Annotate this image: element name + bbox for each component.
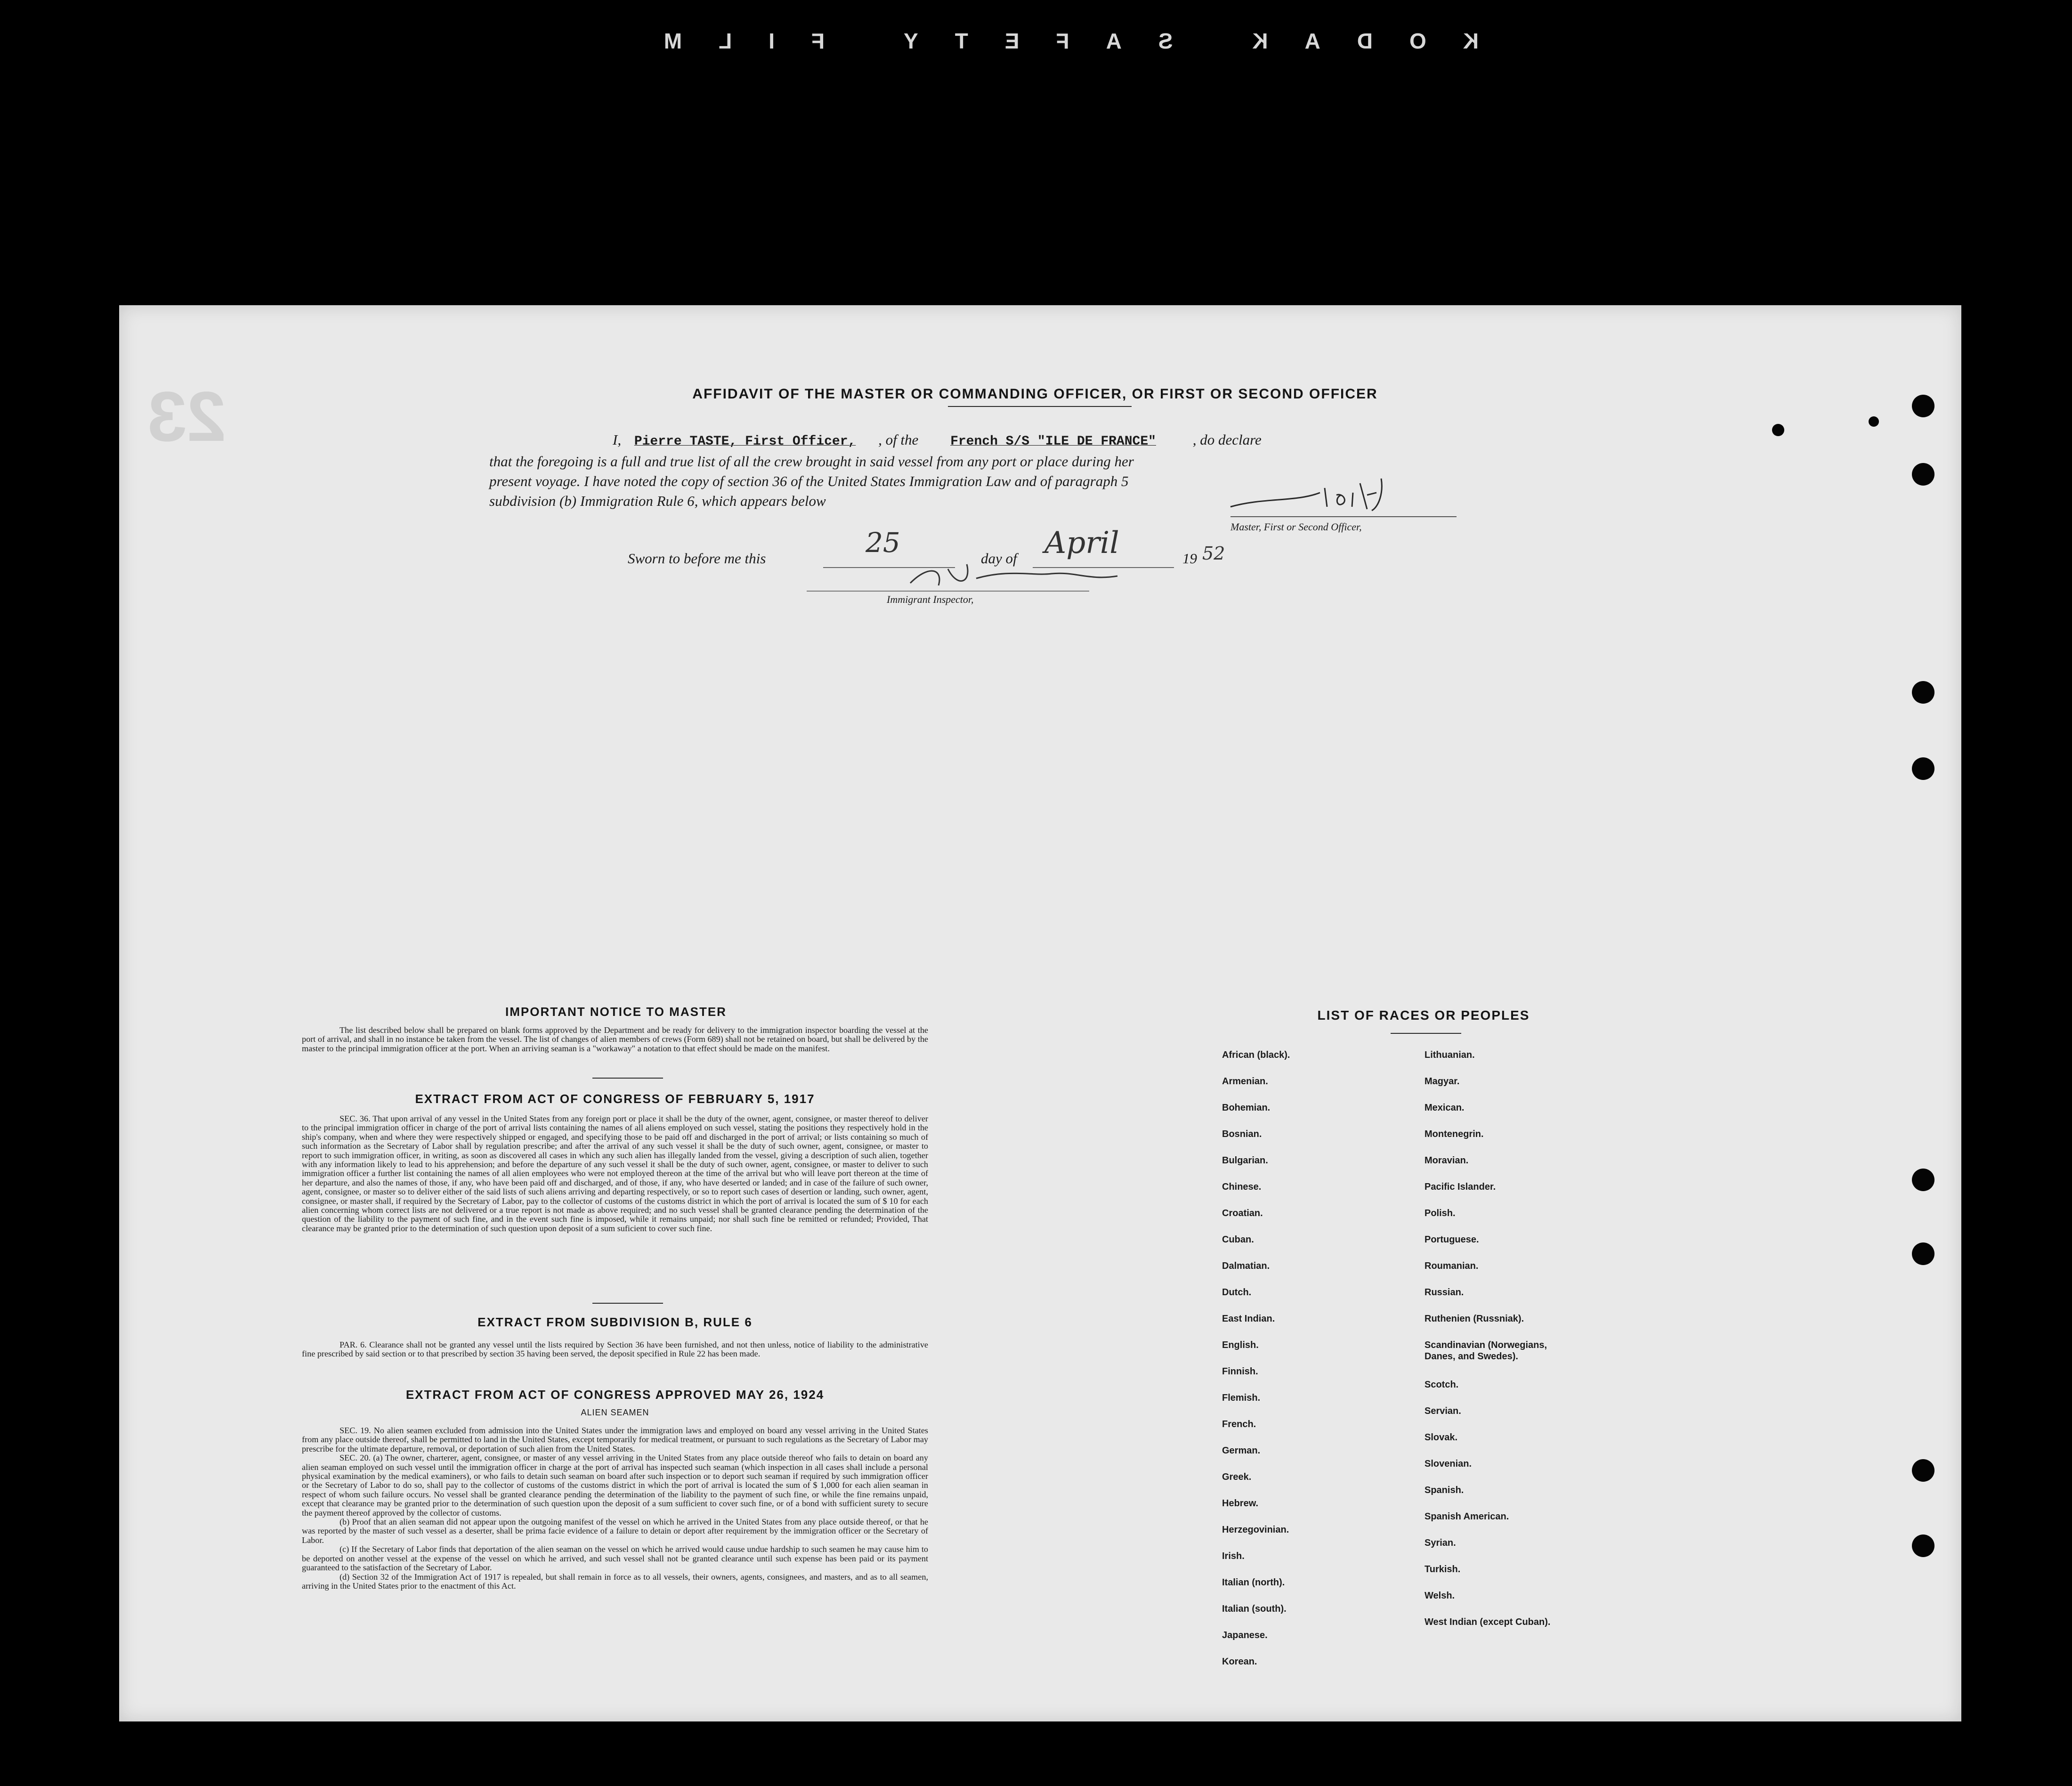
officer-signature: [1226, 474, 1452, 521]
notice-rule: [592, 1078, 663, 1079]
punch-hole: [1912, 1534, 1934, 1557]
extract1-rule: [592, 1303, 663, 1304]
officer-label: Master, First or Second Officer,: [1230, 521, 1362, 533]
affidavit-i: I,: [613, 431, 622, 448]
film-edge-marking: KODAK SAFETY FILM: [627, 29, 1479, 53]
race-item: Dalmatian.: [1222, 1261, 1270, 1271]
extract3-paragraph: SEC. 20. (a) The owner, charterer, agent, consignee, or master of any vessel arriving in the United States from any place outside thereof who fails to detain on board any alien seaman employed on such vessel until the immigration officer in charge at the port of arrival has inspected such seaman (which inspection in all cases shall include a personal physical examination by the medical examiners), or who fails to detain such seaman on board after such inspection or to deport such seaman if required by such immigration officer or the Secretary of Labor to do so, shall pay to the collector of customs of the customs district in which the port of arrival is located the sum of $ 1,000 for each alien seaman in respect of whom such failure occurs. No vessel shall be granted clearance pending the determination of the liability to the payment of such fine, or while the fine remains unpaid, except that clearance may be granted prior to the determination of such question upon the deposit of a sum sufficient to cover such fine, or of a bond with sufficient surety to secure the payment thereof approved by the collector of customs.: [302, 1453, 928, 1518]
inspector-line: [807, 591, 1089, 592]
race-item: Korean.: [1222, 1656, 1257, 1667]
race-item: Pacific Islander.: [1424, 1182, 1496, 1192]
race-item: Bosnian.: [1222, 1129, 1262, 1139]
races-heading: LIST OF RACES OR PEOPLES: [1317, 1008, 1530, 1023]
extract3-heading: EXTRACT FROM ACT OF CONGRESS APPROVED MAY 26, 1924: [405, 1388, 825, 1402]
inspector-label: Immigrant Inspector,: [887, 593, 974, 605]
race-item: African (black).: [1222, 1050, 1290, 1060]
race-item: Dutch.: [1222, 1287, 1252, 1298]
race-item: Moravian.: [1424, 1155, 1469, 1166]
extract2-text: [302, 1340, 928, 1359]
extract3-subheading: ALIEN SEAMEN: [581, 1408, 649, 1417]
year-label: 19: [1182, 550, 1197, 567]
race-item: Finnish.: [1222, 1366, 1258, 1377]
extract3-paragraph: (b) Proof that an alien seaman did not appear upon the outgoing manifest of the vessel on which he arrived in the United States from any place outside thereof, or that he was reported by the master of such vessel as a deserter, shall be prima facie evidence of a failure to detain or deport after requirement by the immigration officer or the Secretary of Labor.: [302, 1517, 928, 1545]
day-of-label: day of: [981, 550, 1017, 567]
race-item: Portuguese.: [1424, 1234, 1479, 1245]
race-item: Greek.: [1222, 1472, 1252, 1482]
punch-hole: [1912, 757, 1934, 780]
page-number: 23: [147, 377, 226, 456]
punch-hole: [1912, 395, 1934, 417]
extract3-paragraph: (d) Section 32 of the Immigration Act of 1917 is repealed, but shall remain in force as to all vessels, their owners, agents, consignees, and masters, and as to all seamen, arriving in the United States prior to the enactment of this Act.: [302, 1572, 928, 1591]
notice-heading: IMPORTANT NOTICE TO MASTER: [505, 1005, 727, 1019]
race-item: Chinese.: [1222, 1182, 1262, 1192]
race-item: West Indian (except Cuban).: [1424, 1617, 1551, 1627]
extract2-heading: EXTRACT FROM SUBDIVISION B, RULE 6: [478, 1315, 753, 1329]
sworn-label: Sworn to before me this: [628, 550, 766, 567]
punch-hole: [1772, 424, 1784, 436]
title-rule: [948, 406, 1132, 407]
punch-hole: [1912, 1242, 1934, 1265]
race-item: Hebrew.: [1222, 1498, 1259, 1509]
sworn-day: 25: [866, 527, 900, 559]
race-item: Japanese.: [1222, 1630, 1268, 1640]
race-item: East Indian.: [1222, 1314, 1275, 1324]
affidavit-line: that the foregoing is a full and true list of all the crew brought in said vessel from any port or place during her: [489, 453, 1134, 470]
extract3-paragraph: (c) If the Secretary of Labor finds that deportation of the alien seaman on the vessel on which he arrived would cause undue hardship to such seamen he may cause him to be deported on another vessel at the expense of the vessel on which he arrived, and such vessel shall not be granted clearance until such expense has been paid or its payment guaranteed to the satisfaction of the Secretary of Labor.: [302, 1544, 928, 1573]
races-rule: [1391, 1033, 1461, 1034]
race-item: Slovenian.: [1424, 1459, 1472, 1469]
race-item: Herzegovinian.: [1222, 1525, 1289, 1535]
race-item: Spanish.: [1424, 1485, 1464, 1495]
declare-label: , do declare: [1192, 431, 1262, 448]
officer-name: Pierre TASTE, First Officer,: [634, 434, 856, 449]
punch-hole: [1869, 416, 1879, 427]
race-item: Slovak.: [1424, 1432, 1458, 1443]
races-right-column: [1424, 1049, 1603, 1643]
extract1-heading: EXTRACT FROM ACT OF CONGRESS OF FEBRUARY 5, 1917: [415, 1092, 815, 1106]
race-item: Turkish.: [1424, 1564, 1461, 1575]
sworn-month: April: [1044, 526, 1119, 560]
race-item: Ruthenien (Russniak).: [1424, 1314, 1524, 1324]
extract2-paragraph: PAR. 6. Clearance shall not be granted any vessel until the lists required by Section 36 have been furnished, and not then unless, notice of liability to the administrative fine prescribed by said section or to that prescribed by section 35 having been served, the deposit specified in Rule 22 has been made.: [302, 1340, 928, 1359]
punch-hole: [1912, 1459, 1934, 1482]
race-item: Scotch.: [1424, 1380, 1459, 1390]
race-item: Bulgarian.: [1222, 1155, 1268, 1166]
of-the-label: , of the: [878, 431, 919, 448]
punch-hole: [1912, 1169, 1934, 1191]
race-item: Scandinavian (Norwegians, Danes, and Swedes).: [1424, 1340, 1547, 1362]
sworn-year: 52: [1202, 543, 1225, 564]
race-item: German.: [1222, 1445, 1261, 1456]
affidavit-title: AFFIDAVIT OF THE MASTER OR COMMANDING OFFICER, OR FIRST OR SECOND OFFICER: [692, 386, 1378, 402]
race-item: Syrian.: [1424, 1538, 1456, 1548]
race-item: Welsh.: [1424, 1591, 1455, 1601]
race-item: Servian.: [1424, 1406, 1461, 1416]
vessel-name: French S/S "ILE DE FRANCE": [950, 434, 1156, 449]
manifest-page: [119, 305, 1961, 1721]
extract1-text: [302, 1114, 928, 1233]
race-item: Cuban.: [1222, 1234, 1254, 1245]
punch-hole: [1912, 463, 1934, 486]
affidavit-line: subdivision (b) Immigration Rule 6, which appears below: [489, 493, 826, 509]
race-item: Lithuanian.: [1424, 1050, 1475, 1060]
race-item: Italian (north).: [1222, 1577, 1285, 1588]
affidavit-line: present voyage. I have noted the copy of section 36 of the United States Immigration Law and of paragraph 5: [489, 473, 1129, 489]
race-item: Croatian.: [1222, 1208, 1263, 1218]
race-item: English.: [1222, 1340, 1259, 1350]
race-item: Roumanian.: [1424, 1261, 1479, 1271]
race-item: Flemish.: [1222, 1393, 1261, 1403]
race-item: Bohemian.: [1222, 1103, 1271, 1113]
race-item: Mexican.: [1424, 1103, 1465, 1113]
extract1-paragraph: SEC. 36. That upon arrival of any vessel in the United States from any foreign port or place it shall be the duty of the owner, agent, consignee, or master thereof to deliver to the principal immigration officer in charge of the port of arrival lists containing the names of all aliens employed on such vessel, stating the positions they respectively hold in the ship's company, when and where they were respectively shipped or engaged, and specifying those to be paid off and discharged in the port of arrival; or lists containing so much of such information as the Secretary of Labor shall by regulation prescribe; and after the arrival of any such vessel it shall be the duty of such owner, agent, consignee, or master to report to such immigration officer, in writing, as soon as discovered all cases in which any such alien has illegally landed from the vessel, giving a description of such alien, together with any information likely to lead to his apprehension; and before the departure of any such vessel it shall be the duty of such owner, agent, consignee, or master to deliver to such immigration officer a further list containing the names of all alien employees who were not employed thereon at the time of the arrival but who will leave port thereon at the time of her departure, and also the names of those, if any, who have been paid off and discharged, and of those, if any, who have deserted or landed; and in case of the failure of such owner, agent, consignee, or master so to deliver either of the said lists of such aliens arriving and departing respectively, or so to report such cases of desertion or landing, such owner, agent, consignee, or master shall, if required by the Secretary of Labor, pay to the collector of customs of the customs district in which the port of arrival is located the sum of $ 10 for each alien concerning whom correct lists are not delivered or a true report is not made as above required; and no such vessel shall be granted clearance pending the determination of the question of the liability to the payment of such fine, and in the event such fine is imposed, while it remains unpaid; nor shall such fine be remitted or refunded; Provided, That clearance may be granted prior to the determination of such question upon deposit of a sum suficient to cover such fine.: [302, 1114, 928, 1233]
notice-text: [302, 1026, 928, 1053]
extract3-text: [302, 1426, 928, 1591]
race-item: Russian.: [1424, 1287, 1464, 1298]
race-item: Magyar.: [1424, 1076, 1460, 1087]
race-item: Montenegrin.: [1424, 1129, 1484, 1139]
punch-hole: [1912, 681, 1934, 704]
race-item: Armenian.: [1222, 1076, 1268, 1087]
races-left-column: [1222, 1049, 1363, 1682]
race-item: Polish.: [1424, 1208, 1456, 1218]
race-item: French.: [1222, 1419, 1256, 1429]
race-item: Irish.: [1222, 1551, 1245, 1561]
extract3-paragraph: SEC. 19. No alien seamen excluded from admission into the United States under the immigration laws and employed on board any vessel arriving in the United States from any place outside thereof, shall be permitted to land in the United States, except temporarily for medical treatment, or pursuant to such regulations as the Secretary of Labor may prescribe for the ultimate departure, removal, or deportation of such alien from the United States.: [302, 1426, 928, 1453]
race-item: Italian (south).: [1222, 1604, 1287, 1614]
race-item: Spanish American.: [1424, 1511, 1509, 1522]
notice-paragraph: The list described below shall be prepared on blank forms approved by the Department and be ready for delivery to the immigration inspector boarding the vessel at the port of arrival, and shall in no instance be taken from the vessel. The list of changes of alien members of crews (Form 689) shall not be retained on board, but shall be delivered by the master to the principal immigration officer at the port. When an arriving seaman is a "workaway" a notation to that effect should be made on the manifest.: [302, 1025, 928, 1053]
